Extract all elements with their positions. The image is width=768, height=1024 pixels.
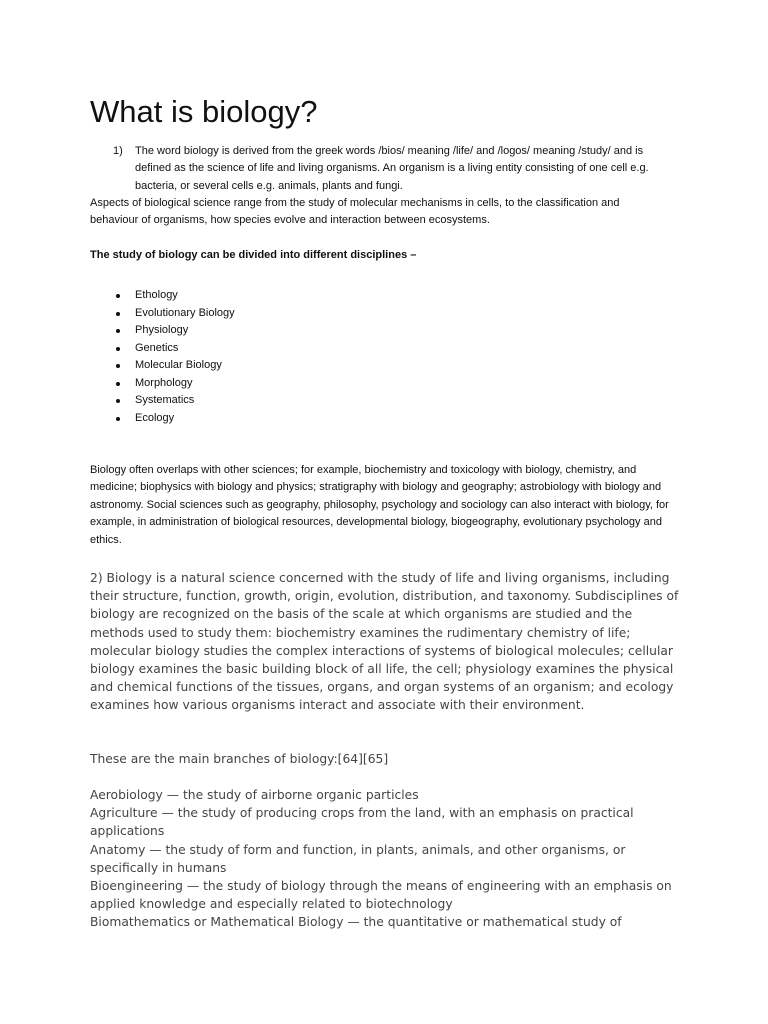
list-number: 1) <box>113 145 123 157</box>
bullet-icon <box>116 312 120 316</box>
discipline-label: Physiology <box>135 324 189 336</box>
bullet-icon <box>116 329 120 333</box>
list-item <box>90 410 390 428</box>
branches-intro: These are the main branches of biology:[64][65] <box>90 752 389 766</box>
list-item <box>90 392 390 410</box>
branch-item: Biomathematics or Mathematical Biology — the quantitative or mathematical study of <box>90 915 622 930</box>
discipline-label: Molecular Biology <box>135 359 222 371</box>
discipline-label: Ethology <box>135 289 178 301</box>
list-item <box>90 375 390 393</box>
branches-list <box>90 786 685 932</box>
page-title: What is biology? <box>90 94 318 129</box>
disciplines-list <box>90 287 390 427</box>
branch-item: Bioengineering — the study of biology through the means of engineering with an emphasis on applied knowledge and especially related to biotechnology <box>90 879 672 912</box>
bullet-icon <box>116 347 120 351</box>
aspects-paragraph: Aspects of biological science range from the study of molecular mechanisms in cells, to the classification and behaviour of organisms, how species evolve and interaction between ecosystems. <box>90 197 620 227</box>
bullet-icon <box>116 364 120 368</box>
bullet-icon <box>116 399 120 403</box>
discipline-label: Genetics <box>135 341 179 354</box>
bullet-icon <box>116 382 120 386</box>
overlap-paragraph: Biology often overlaps with other sciences; for example, biochemistry and toxicology with biology, chemistry, and medicine; biophysics with biology and physics; stratigraphy with biology and geography; astrobiology with biology and astronomy. Social sciences such as geography, philosophy, psychology and sociology can also interact with biology, for example, in administration of biological resources, developmental biology, biogeography, evolutionary psychology and ethics. <box>90 464 669 546</box>
discipline-label: Evolutionary Biology <box>135 306 235 319</box>
list-item <box>90 305 390 323</box>
list-item <box>90 322 390 340</box>
branch-item: Agriculture — the study of producing crops from the land, with an emphasis on practical applications <box>90 806 634 839</box>
list-item <box>90 340 390 358</box>
bullet-icon <box>116 417 120 421</box>
branch-item: Aerobiology — the study of airborne organic particles <box>90 788 419 802</box>
discipline-label: Systematics <box>135 394 195 406</box>
definition-text: The word biology is derived from the greek words /bios/ meaning /life/ and /logos/ meaning /study/ and is defined as the science of life and living organisms. An organism is a living entity consisting of one cell e.g. bacteria, or several cells e.g. animals, plants and fungi. <box>135 145 649 192</box>
list-item <box>90 357 390 375</box>
branch-item: Anatomy — the study of form and function, in plants, animals, and other organisms, or specifically in humans <box>90 842 626 875</box>
numbered-list-item <box>90 143 650 195</box>
discipline-label: Ecology <box>135 411 175 424</box>
list-item <box>90 287 390 305</box>
bullet-icon <box>116 294 120 298</box>
discipline-label: Morphology <box>135 376 193 389</box>
disciplines-heading: The study of biology can be divided into different disciplines – <box>90 249 417 261</box>
section-2-paragraph: 2) Biology is a natural science concerned with the study of life and living organisms, including their structure, function, growth, origin, evolution, distribution, and taxonomy. Subdisciplines of biology are recognized on the basis of the scale at which organisms are studied and the methods used to study them: biochemistry examines the rudimentary chemistry of life; molecular biology studies the complex interactions of systems of biological molecules; cellular biology examines the basic building block of all life, the cell; physiology examines the physical and chemical functions of the tissues, organs, and organ systems of an organism; and ecology examines how various organisms interact and associate with their environment. <box>90 571 679 713</box>
